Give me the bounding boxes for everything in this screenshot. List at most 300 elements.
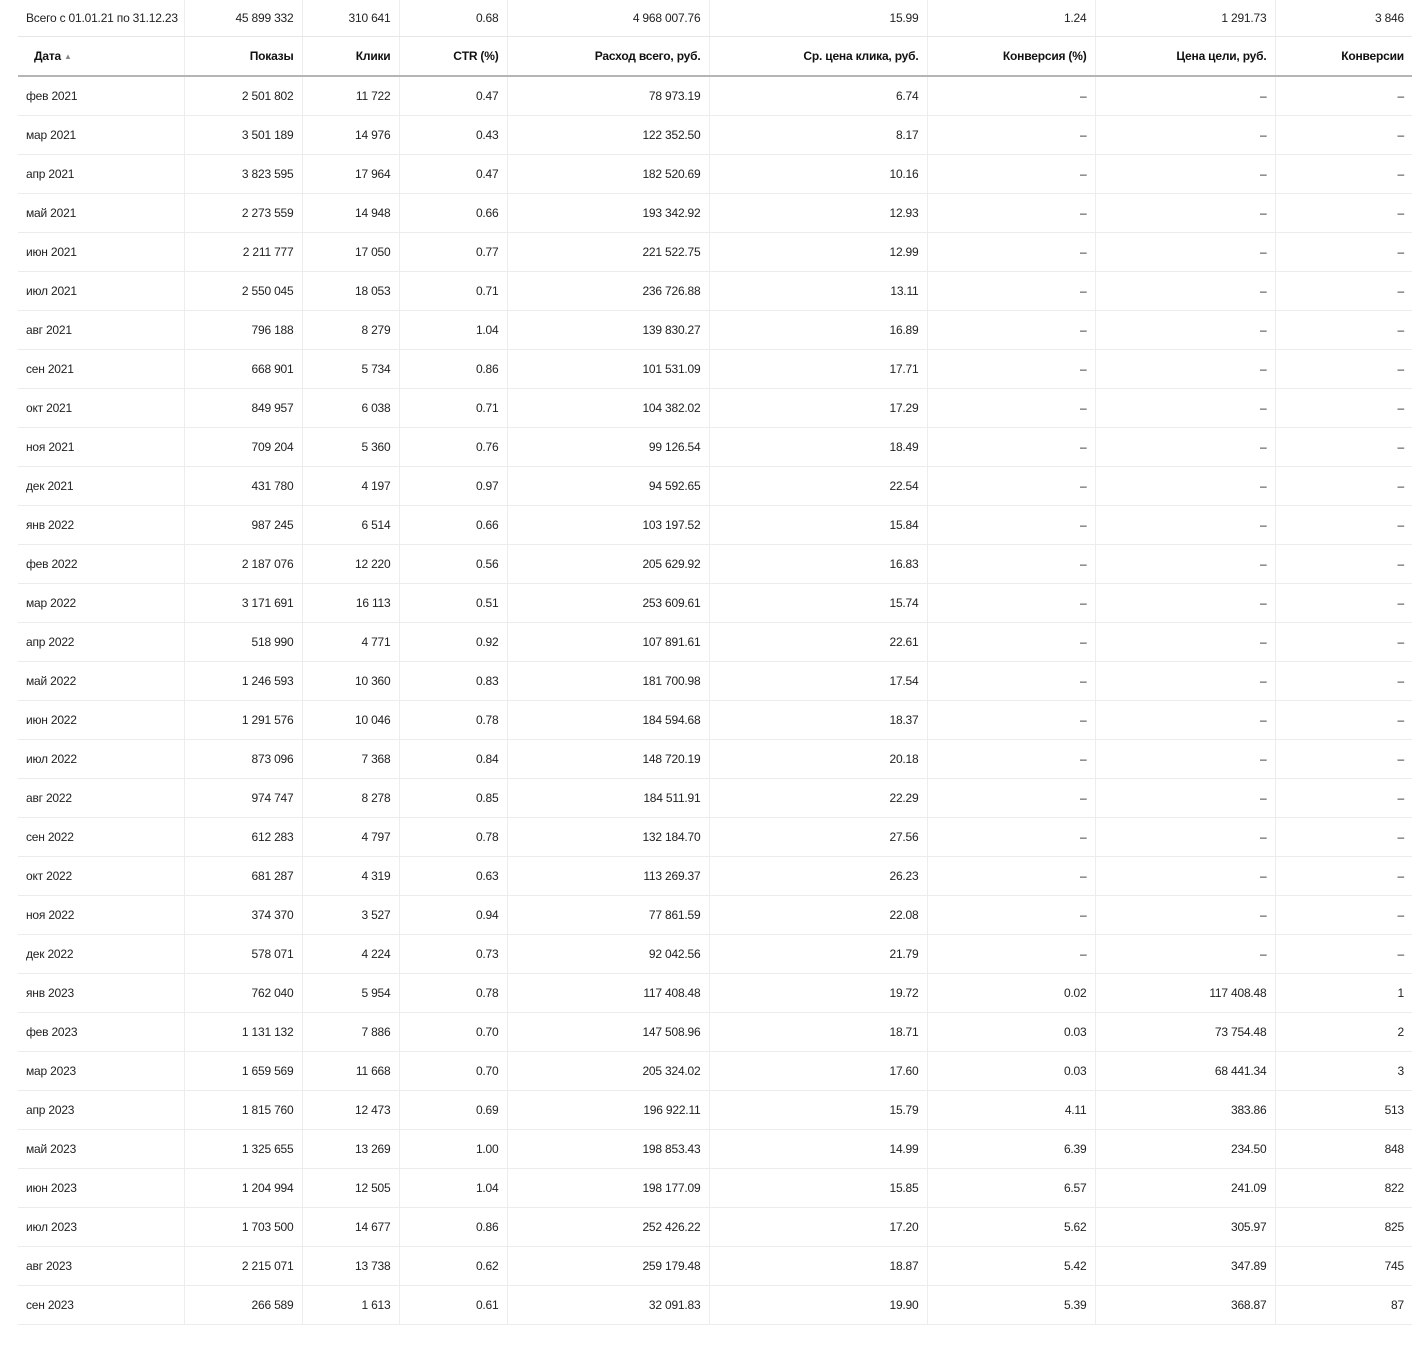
cell-date: июн 2023 xyxy=(18,1169,184,1208)
cell-spend: 92 042.56 xyxy=(507,935,709,974)
cell-goal-cost: – xyxy=(1095,76,1275,116)
table-row xyxy=(18,1013,1412,1052)
cell-ctr: 0.76 xyxy=(399,428,507,467)
cell-spend: 78 973.19 xyxy=(507,76,709,116)
cell-spend: 252 426.22 xyxy=(507,1208,709,1247)
column-header-cpc[interactable]: Ср. цена клика, руб. xyxy=(709,37,927,77)
cell-date: янв 2022 xyxy=(18,506,184,545)
cell-impressions: 849 957 xyxy=(184,389,302,428)
cell-clicks: 14 976 xyxy=(302,116,399,155)
table-row xyxy=(18,857,1412,896)
column-header-clicks[interactable]: Клики xyxy=(302,37,399,77)
cell-conversion-rate: – xyxy=(927,779,1095,818)
cell-conversions: – xyxy=(1275,194,1412,233)
cell-spend: 184 594.68 xyxy=(507,701,709,740)
cell-spend: 107 891.61 xyxy=(507,623,709,662)
cell-impressions: 1 131 132 xyxy=(184,1013,302,1052)
cell-impressions: 2 501 802 xyxy=(184,76,302,116)
cell-impressions: 668 901 xyxy=(184,350,302,389)
cell-cpc: 20.18 xyxy=(709,740,927,779)
table-row xyxy=(18,311,1412,350)
cell-spend: 182 520.69 xyxy=(507,155,709,194)
cell-conversion-rate: 5.42 xyxy=(927,1247,1095,1286)
cell-date: фев 2022 xyxy=(18,545,184,584)
totals-goal-cost: 1 291.73 xyxy=(1095,0,1275,37)
cell-spend: 122 352.50 xyxy=(507,116,709,155)
cell-clicks: 1 613 xyxy=(302,1286,399,1325)
cell-ctr: 1.04 xyxy=(399,311,507,350)
cell-impressions: 974 747 xyxy=(184,779,302,818)
cell-clicks: 14 677 xyxy=(302,1208,399,1247)
cell-ctr: 0.69 xyxy=(399,1091,507,1130)
cell-spend: 205 629.92 xyxy=(507,545,709,584)
cell-conversion-rate: – xyxy=(927,116,1095,155)
cell-clicks: 4 224 xyxy=(302,935,399,974)
cell-clicks: 7 368 xyxy=(302,740,399,779)
cell-ctr: 0.84 xyxy=(399,740,507,779)
cell-date: мар 2021 xyxy=(18,116,184,155)
cell-conversion-rate: – xyxy=(927,350,1095,389)
cell-cpc: 12.93 xyxy=(709,194,927,233)
table-row xyxy=(18,1091,1412,1130)
cell-ctr: 0.86 xyxy=(399,1208,507,1247)
cell-date: фев 2023 xyxy=(18,1013,184,1052)
cell-conversion-rate: 0.03 xyxy=(927,1052,1095,1091)
cell-cpc: 17.20 xyxy=(709,1208,927,1247)
cell-ctr: 0.47 xyxy=(399,155,507,194)
totals-conversion-rate: 1.24 xyxy=(927,0,1095,37)
sort-ascending-icon: ▲ xyxy=(63,52,72,61)
table-row xyxy=(18,1052,1412,1091)
cell-conversion-rate: – xyxy=(927,311,1095,350)
cell-date: фев 2021 xyxy=(18,76,184,116)
table-row xyxy=(18,1247,1412,1286)
cell-goal-cost: 117 408.48 xyxy=(1095,974,1275,1013)
column-header-impressions[interactable]: Показы xyxy=(184,37,302,77)
totals-clicks: 310 641 xyxy=(302,0,399,37)
column-header-date[interactable] xyxy=(18,37,184,77)
table-row xyxy=(18,545,1412,584)
cell-goal-cost: – xyxy=(1095,857,1275,896)
cell-conversions: – xyxy=(1275,233,1412,272)
cell-spend: 181 700.98 xyxy=(507,662,709,701)
stats-table xyxy=(18,0,1412,1325)
cell-goal-cost: – xyxy=(1095,350,1275,389)
cell-conversion-rate: – xyxy=(927,272,1095,311)
cell-date: июл 2022 xyxy=(18,740,184,779)
cell-goal-cost: 347.89 xyxy=(1095,1247,1275,1286)
cell-clicks: 4 319 xyxy=(302,857,399,896)
cell-date: окт 2021 xyxy=(18,389,184,428)
cell-clicks: 11 668 xyxy=(302,1052,399,1091)
cell-conversion-rate: – xyxy=(927,155,1095,194)
cell-conversions: – xyxy=(1275,350,1412,389)
cell-conversion-rate: – xyxy=(927,740,1095,779)
cell-conversion-rate: – xyxy=(927,194,1095,233)
cell-clicks: 11 722 xyxy=(302,76,399,116)
cell-spend: 103 197.52 xyxy=(507,506,709,545)
cell-cpc: 22.61 xyxy=(709,623,927,662)
cell-conversions: – xyxy=(1275,740,1412,779)
cell-impressions: 796 188 xyxy=(184,311,302,350)
table-row xyxy=(18,467,1412,506)
cell-impressions: 518 990 xyxy=(184,623,302,662)
cell-clicks: 12 473 xyxy=(302,1091,399,1130)
cell-cpc: 21.79 xyxy=(709,935,927,974)
cell-ctr: 0.71 xyxy=(399,272,507,311)
cell-spend: 139 830.27 xyxy=(507,311,709,350)
cell-goal-cost: – xyxy=(1095,389,1275,428)
cell-spend: 101 531.09 xyxy=(507,350,709,389)
cell-conversion-rate: – xyxy=(927,506,1095,545)
table-row xyxy=(18,974,1412,1013)
table-row xyxy=(18,818,1412,857)
cell-date: сен 2022 xyxy=(18,818,184,857)
cell-conversions: – xyxy=(1275,623,1412,662)
totals-conversions: 3 846 xyxy=(1275,0,1412,37)
cell-impressions: 1 703 500 xyxy=(184,1208,302,1247)
cell-date: май 2023 xyxy=(18,1130,184,1169)
cell-conversions: – xyxy=(1275,584,1412,623)
cell-ctr: 0.86 xyxy=(399,350,507,389)
cell-clicks: 8 279 xyxy=(302,311,399,350)
cell-spend: 196 922.11 xyxy=(507,1091,709,1130)
cell-goal-cost: – xyxy=(1095,272,1275,311)
table-row xyxy=(18,779,1412,818)
cell-date: июн 2021 xyxy=(18,233,184,272)
cell-conversions: – xyxy=(1275,389,1412,428)
cell-conversions: 745 xyxy=(1275,1247,1412,1286)
table-row xyxy=(18,116,1412,155)
cell-cpc: 16.83 xyxy=(709,545,927,584)
cell-cpc: 17.29 xyxy=(709,389,927,428)
column-header-conversion-rate[interactable]: Конверсия (%) xyxy=(927,37,1095,77)
cell-goal-cost: 68 441.34 xyxy=(1095,1052,1275,1091)
cell-goal-cost: – xyxy=(1095,935,1275,974)
cell-conversion-rate: – xyxy=(927,935,1095,974)
cell-impressions: 2 273 559 xyxy=(184,194,302,233)
cell-goal-cost: 241.09 xyxy=(1095,1169,1275,1208)
table-row xyxy=(18,428,1412,467)
cell-cpc: 15.84 xyxy=(709,506,927,545)
header-row xyxy=(18,37,1412,77)
totals-ctr: 0.68 xyxy=(399,0,507,37)
cell-cpc: 22.29 xyxy=(709,779,927,818)
cell-conversions: 822 xyxy=(1275,1169,1412,1208)
cell-conversion-rate: 6.39 xyxy=(927,1130,1095,1169)
cell-ctr: 0.71 xyxy=(399,389,507,428)
cell-clicks: 4 197 xyxy=(302,467,399,506)
cell-date: май 2022 xyxy=(18,662,184,701)
table-row xyxy=(18,1169,1412,1208)
cell-spend: 117 408.48 xyxy=(507,974,709,1013)
cell-spend: 77 861.59 xyxy=(507,896,709,935)
cell-conversions: 1 xyxy=(1275,974,1412,1013)
table-row xyxy=(18,194,1412,233)
cell-ctr: 0.78 xyxy=(399,701,507,740)
cell-date: дек 2021 xyxy=(18,467,184,506)
cell-impressions: 374 370 xyxy=(184,896,302,935)
cell-date: ноя 2021 xyxy=(18,428,184,467)
cell-conversions: – xyxy=(1275,467,1412,506)
cell-cpc: 18.87 xyxy=(709,1247,927,1286)
cell-goal-cost: 368.87 xyxy=(1095,1286,1275,1325)
cell-impressions: 709 204 xyxy=(184,428,302,467)
cell-conversion-rate: 6.57 xyxy=(927,1169,1095,1208)
cell-spend: 94 592.65 xyxy=(507,467,709,506)
cell-conversion-rate: – xyxy=(927,857,1095,896)
table-row xyxy=(18,1286,1412,1325)
cell-cpc: 27.56 xyxy=(709,818,927,857)
cell-goal-cost: – xyxy=(1095,467,1275,506)
cell-cpc: 13.11 xyxy=(709,272,927,311)
cell-date: янв 2023 xyxy=(18,974,184,1013)
column-header-ctr[interactable]: CTR (%) xyxy=(399,37,507,77)
table-row xyxy=(18,76,1412,116)
cell-conversion-rate: – xyxy=(927,428,1095,467)
table-row xyxy=(18,155,1412,194)
cell-clicks: 10 046 xyxy=(302,701,399,740)
table-row xyxy=(18,662,1412,701)
totals-row xyxy=(18,0,1412,37)
cell-conversion-rate: – xyxy=(927,701,1095,740)
table-body xyxy=(18,76,1412,1325)
cell-clicks: 5 360 xyxy=(302,428,399,467)
cell-date: апр 2022 xyxy=(18,623,184,662)
cell-spend: 198 853.43 xyxy=(507,1130,709,1169)
table-row xyxy=(18,233,1412,272)
cell-goal-cost: – xyxy=(1095,194,1275,233)
cell-ctr: 1.04 xyxy=(399,1169,507,1208)
cell-ctr: 0.83 xyxy=(399,662,507,701)
table-row xyxy=(18,1208,1412,1247)
cell-impressions: 431 780 xyxy=(184,467,302,506)
cell-spend: 193 342.92 xyxy=(507,194,709,233)
cell-spend: 113 269.37 xyxy=(507,857,709,896)
cell-cpc: 18.37 xyxy=(709,701,927,740)
cell-conversion-rate: – xyxy=(927,233,1095,272)
cell-cpc: 17.71 xyxy=(709,350,927,389)
cell-cpc: 18.49 xyxy=(709,428,927,467)
cell-date: авг 2023 xyxy=(18,1247,184,1286)
cell-clicks: 6 514 xyxy=(302,506,399,545)
table-row xyxy=(18,389,1412,428)
cell-cpc: 19.90 xyxy=(709,1286,927,1325)
cell-impressions: 3 171 691 xyxy=(184,584,302,623)
cell-ctr: 0.63 xyxy=(399,857,507,896)
cell-goal-cost: – xyxy=(1095,506,1275,545)
cell-conversion-rate: – xyxy=(927,389,1095,428)
column-header-goal-cost[interactable]: Цена цели, руб. xyxy=(1095,37,1275,77)
cell-clicks: 13 738 xyxy=(302,1247,399,1286)
cell-conversions: – xyxy=(1275,116,1412,155)
cell-conversion-rate: 5.62 xyxy=(927,1208,1095,1247)
cell-clicks: 12 220 xyxy=(302,545,399,584)
cell-cpc: 16.89 xyxy=(709,311,927,350)
cell-impressions: 612 283 xyxy=(184,818,302,857)
cell-date: апр 2023 xyxy=(18,1091,184,1130)
cell-spend: 253 609.61 xyxy=(507,584,709,623)
cell-spend: 259 179.48 xyxy=(507,1247,709,1286)
cell-conversions: 2 xyxy=(1275,1013,1412,1052)
cell-impressions: 681 287 xyxy=(184,857,302,896)
cell-ctr: 0.97 xyxy=(399,467,507,506)
cell-clicks: 17 050 xyxy=(302,233,399,272)
cell-cpc: 17.54 xyxy=(709,662,927,701)
cell-date: мар 2023 xyxy=(18,1052,184,1091)
cell-conversion-rate: – xyxy=(927,818,1095,857)
cell-ctr: 0.92 xyxy=(399,623,507,662)
cell-date: июн 2022 xyxy=(18,701,184,740)
cell-ctr: 0.43 xyxy=(399,116,507,155)
table-row xyxy=(18,896,1412,935)
cell-conversions: – xyxy=(1275,272,1412,311)
cell-clicks: 5 734 xyxy=(302,350,399,389)
cell-goal-cost: – xyxy=(1095,779,1275,818)
cell-clicks: 7 886 xyxy=(302,1013,399,1052)
cell-conversions: 848 xyxy=(1275,1130,1412,1169)
cell-cpc: 12.99 xyxy=(709,233,927,272)
cell-cpc: 10.16 xyxy=(709,155,927,194)
cell-conversions: – xyxy=(1275,76,1412,116)
cell-goal-cost: 234.50 xyxy=(1095,1130,1275,1169)
cell-cpc: 26.23 xyxy=(709,857,927,896)
table-row xyxy=(18,623,1412,662)
cell-conversion-rate: – xyxy=(927,662,1095,701)
cell-impressions: 873 096 xyxy=(184,740,302,779)
cell-conversions: 825 xyxy=(1275,1208,1412,1247)
cell-date: июл 2023 xyxy=(18,1208,184,1247)
cell-clicks: 6 038 xyxy=(302,389,399,428)
cell-conversions: – xyxy=(1275,506,1412,545)
cell-impressions: 762 040 xyxy=(184,974,302,1013)
column-header-spend[interactable]: Расход всего, руб. xyxy=(507,37,709,77)
table-row xyxy=(18,584,1412,623)
cell-goal-cost: – xyxy=(1095,584,1275,623)
cell-clicks: 5 954 xyxy=(302,974,399,1013)
cell-impressions: 1 204 994 xyxy=(184,1169,302,1208)
cell-goal-cost: – xyxy=(1095,896,1275,935)
cell-conversion-rate: – xyxy=(927,545,1095,584)
cell-goal-cost: – xyxy=(1095,818,1275,857)
cell-cpc: 14.99 xyxy=(709,1130,927,1169)
column-header-date-label: Дата xyxy=(34,49,61,63)
table-row xyxy=(18,506,1412,545)
cell-conversions: – xyxy=(1275,545,1412,584)
cell-ctr: 0.62 xyxy=(399,1247,507,1286)
cell-impressions: 266 589 xyxy=(184,1286,302,1325)
cell-goal-cost: 383.86 xyxy=(1095,1091,1275,1130)
cell-conversions: 3 xyxy=(1275,1052,1412,1091)
cell-clicks: 4 797 xyxy=(302,818,399,857)
table-row xyxy=(18,1130,1412,1169)
cell-cpc: 15.74 xyxy=(709,584,927,623)
table-row xyxy=(18,350,1412,389)
cell-cpc: 6.74 xyxy=(709,76,927,116)
cell-date: июл 2021 xyxy=(18,272,184,311)
cell-ctr: 0.61 xyxy=(399,1286,507,1325)
cell-goal-cost: – xyxy=(1095,740,1275,779)
totals-cpc: 15.99 xyxy=(709,0,927,37)
cell-clicks: 8 278 xyxy=(302,779,399,818)
cell-cpc: 15.85 xyxy=(709,1169,927,1208)
cell-conversions: – xyxy=(1275,311,1412,350)
cell-impressions: 1 291 576 xyxy=(184,701,302,740)
totals-impressions: 45 899 332 xyxy=(184,0,302,37)
cell-cpc: 19.72 xyxy=(709,974,927,1013)
cell-goal-cost: – xyxy=(1095,233,1275,272)
cell-spend: 198 177.09 xyxy=(507,1169,709,1208)
cell-conversions: – xyxy=(1275,701,1412,740)
totals-spend: 4 968 007.76 xyxy=(507,0,709,37)
cell-impressions: 1 659 569 xyxy=(184,1052,302,1091)
cell-conversion-rate: – xyxy=(927,76,1095,116)
cell-impressions: 3 501 189 xyxy=(184,116,302,155)
cell-clicks: 16 113 xyxy=(302,584,399,623)
cell-conversions: – xyxy=(1275,155,1412,194)
cell-impressions: 987 245 xyxy=(184,506,302,545)
cell-impressions: 2 550 045 xyxy=(184,272,302,311)
cell-clicks: 14 948 xyxy=(302,194,399,233)
cell-goal-cost: – xyxy=(1095,428,1275,467)
cell-cpc: 15.79 xyxy=(709,1091,927,1130)
cell-cpc: 17.60 xyxy=(709,1052,927,1091)
table-row xyxy=(18,740,1412,779)
cell-conversion-rate: 5.39 xyxy=(927,1286,1095,1325)
cell-conversion-rate: 0.03 xyxy=(927,1013,1095,1052)
cell-conversion-rate: 4.11 xyxy=(927,1091,1095,1130)
cell-spend: 104 382.02 xyxy=(507,389,709,428)
cell-ctr: 0.77 xyxy=(399,233,507,272)
cell-clicks: 12 505 xyxy=(302,1169,399,1208)
cell-goal-cost: – xyxy=(1095,116,1275,155)
cell-clicks: 10 360 xyxy=(302,662,399,701)
cell-ctr: 0.78 xyxy=(399,974,507,1013)
cell-clicks: 17 964 xyxy=(302,155,399,194)
cell-impressions: 1 815 760 xyxy=(184,1091,302,1130)
cell-spend: 32 091.83 xyxy=(507,1286,709,1325)
cell-date: окт 2022 xyxy=(18,857,184,896)
cell-spend: 148 720.19 xyxy=(507,740,709,779)
cell-date: сен 2023 xyxy=(18,1286,184,1325)
cell-conversion-rate: – xyxy=(927,584,1095,623)
cell-conversion-rate: – xyxy=(927,896,1095,935)
column-header-conversions[interactable]: Конверсии xyxy=(1275,37,1412,77)
cell-clicks: 4 771 xyxy=(302,623,399,662)
cell-spend: 132 184.70 xyxy=(507,818,709,857)
cell-ctr: 0.70 xyxy=(399,1013,507,1052)
cell-conversions: – xyxy=(1275,818,1412,857)
table-row xyxy=(18,272,1412,311)
cell-cpc: 18.71 xyxy=(709,1013,927,1052)
cell-cpc: 22.08 xyxy=(709,896,927,935)
cell-ctr: 0.78 xyxy=(399,818,507,857)
cell-clicks: 18 053 xyxy=(302,272,399,311)
cell-goal-cost: – xyxy=(1095,662,1275,701)
cell-ctr: 0.66 xyxy=(399,194,507,233)
table-row xyxy=(18,701,1412,740)
cell-ctr: 0.85 xyxy=(399,779,507,818)
cell-date: апр 2021 xyxy=(18,155,184,194)
cell-conversions: 513 xyxy=(1275,1091,1412,1130)
cell-impressions: 578 071 xyxy=(184,935,302,974)
cell-ctr: 0.51 xyxy=(399,584,507,623)
cell-impressions: 2 211 777 xyxy=(184,233,302,272)
cell-ctr: 0.47 xyxy=(399,76,507,116)
cell-conversions: – xyxy=(1275,857,1412,896)
cell-clicks: 3 527 xyxy=(302,896,399,935)
cell-goal-cost: 305.97 xyxy=(1095,1208,1275,1247)
